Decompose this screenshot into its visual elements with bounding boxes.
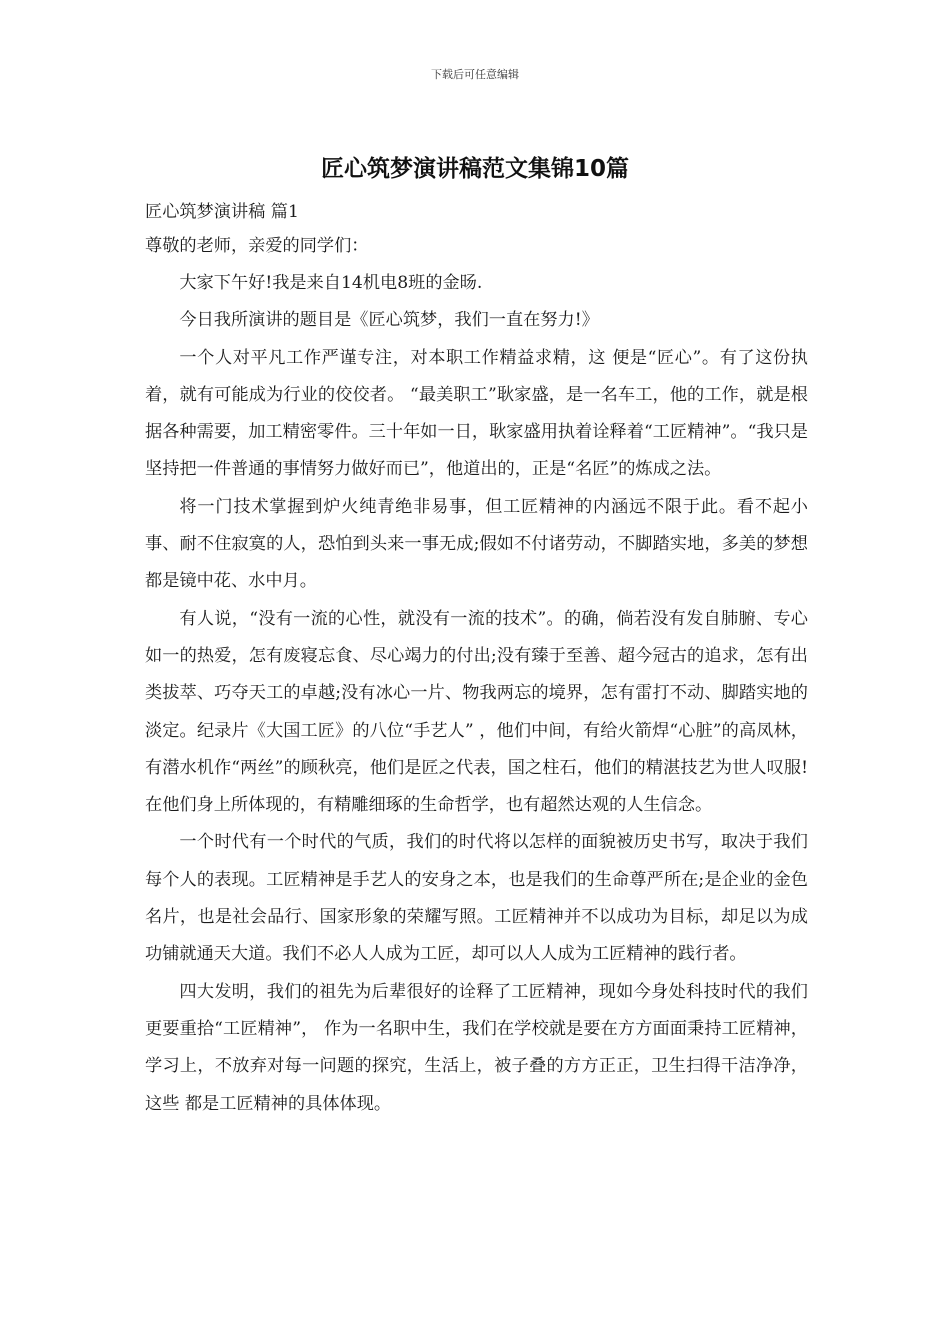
paragraph-topic: 今日我所演讲的题目是《匠心筑梦，我们一直在努力!》 (179, 310, 599, 331)
salutation: 尊敬的老师，亲爱的同学们： (145, 236, 369, 256)
document-body (145, 195, 808, 1123)
document-title: 匠心筑梦演讲稿范文集锦10篇 (320, 156, 629, 182)
paragraph-greeting: 大家下午好!我是来自14机电8班的金旸. (179, 273, 483, 293)
section-heading: 匠心筑梦演讲稿 篇1 (145, 202, 299, 222)
paragraph-era: 一个时代有一个时代的气质，我们的时代将以怎样的面貌被历史书写，取决于我们每个人的表现。工匠精神是手艺人的安身之本，也是我们的生命尊严所在;是企业的金色名片，也是社会品行、国家形象的荣耀写照。工匠精神并不以成功为目标，却足以为成功铺就通天大道。我们不必人人成为工匠，却可以人人成为工匠精神的践行者。 (145, 832, 808, 965)
paragraph-inventions: 四大发明，我们的祖先为后辈很好的诠释了工匠精神，现如今身处科技时代的我们更要重拾“工匠精神”， 作为一名职中生，我们在学校就是要在方方面面秉持工匠精神，学习上，不放弃对每一问题的探究，生活上，被子叠的方方正正，卫生扫得干洁净净，这些 都是工匠精神的具体体现。 (145, 981, 808, 1114)
header-note: 下载后可任意编辑 (431, 68, 519, 81)
paragraph-first-class: 有人说，“没有一流的心性，就没有一流的技术”。的确，倘若没有发自肺腑、专心如一的热爱，怎有废寝忘食、尽心竭力的付出;没有臻于至善、超今冠古的追求，怎有出类拔萃、巧夺天工的卓越;没有冰心一片、物我两忘的境界，怎有雷打不动、脚踏实地的淡定。纪录片《大国工匠》的八位“手艺人” ，他们中间，有给火箭焊“心脏”的高凤林，有潜水机作“两丝”的顾秋亮，他们是匠之代表，国之柱石，他们的精湛技艺为世人叹服!在他们身上所体现的，有精雕细琢的生命哲学，也有超然达观的人生信念。 (145, 608, 808, 816)
paragraph-craftsman-heart: 一个人对平凡工作严谨专注，对本职工作精益求精，这 便是“匠心”。有了这份执着，就有可能成为行业的佼佼者。 “最美职工”耿家盛，是一名车工，他的工作，就是根据各种需要，加工精密零件。三十年如一日，耿家盛用执着诠释着“工匠精神”。“我只是坚持把一件普通的事情努力做好而已”，他道出的，正是“名匠”的炼成之法。 (145, 347, 808, 480)
paragraph-mastery: 将一门技术掌握到炉火纯青绝非易事，但工匠精神的内涵远不限于此。看不起小事、耐不住寂寞的人，恐怕到头来一事无成;假如不付诸劳动，不脚踏实地，多美的梦想都是镜中花、水中月。 (145, 496, 808, 592)
